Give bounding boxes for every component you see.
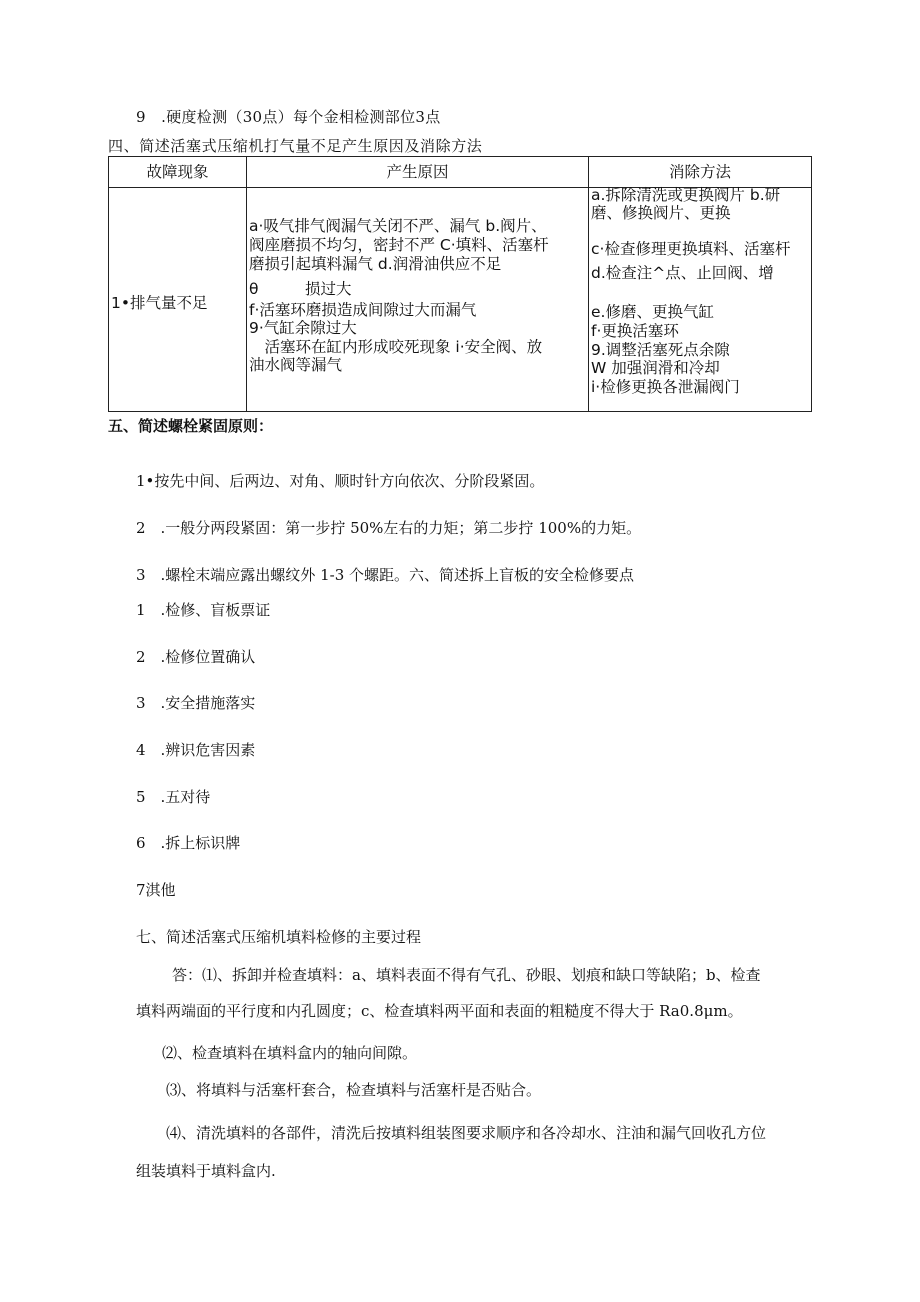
table-row bbox=[109, 188, 812, 412]
list-item: 4 .辨识危害因素 bbox=[136, 741, 256, 759]
section-5-paragraph: 1•按先中间、后两边、对角、顺时针方向依次、分阶段紧固。 bbox=[136, 472, 545, 490]
header-phenomenon: 故障现象 bbox=[109, 157, 247, 188]
section-5-paragraph: 3 .螺栓末端应露出螺纹外 1-3 个螺距。六、简述拆上盲板的安全检修要点 bbox=[136, 566, 635, 584]
section-7-answer: 答：⑴、拆卸并检查填料：a、填料表面不得有气孔、砂眼、划痕和缺口等缺陷；b、检查 bbox=[172, 966, 761, 984]
cause-line: 磨损引起填料漏气 d.润滑油供应不足 bbox=[249, 255, 502, 273]
item-9-hardness: 9 .硬度检测（30点）每个金相检测部位3点 bbox=[136, 108, 441, 126]
header-cause: 产生原因 bbox=[247, 157, 589, 188]
cause-line: 活塞环在缸内形成咬死现象 i·安全阀、放 bbox=[249, 338, 543, 356]
section-5-paragraph: 2 .一般分两段紧固：第一步拧 50%左右的力矩；第二步拧 100%的力矩。 bbox=[136, 519, 642, 537]
remedy-line: 磨、修换阀片、更换 bbox=[591, 204, 731, 222]
section-7-answer: 填料两端面的平行度和内孔圆度；c、检查填料两平面和表面的粗糙度不得大于 Ra0.8μm。 bbox=[136, 1002, 743, 1020]
remedy-line: e.修磨、更换气缸 bbox=[591, 303, 714, 321]
cause-line: 油水阀等漏气 bbox=[249, 356, 343, 374]
cause-line: θ 损过大 bbox=[249, 280, 352, 298]
list-item: 2 .检修位置确认 bbox=[136, 648, 256, 666]
phenomenon-text: 1•排气量不足 bbox=[111, 294, 208, 312]
remedy-line: i·检修更换各泄漏阀门 bbox=[591, 378, 740, 396]
section-4-title: 四、简述活塞式压缩机打气量不足产生原因及消除方法 bbox=[108, 137, 483, 155]
cause-cell bbox=[247, 188, 589, 412]
header-remedy: 消除方法 bbox=[589, 157, 812, 188]
list-item: 7淇他 bbox=[136, 881, 176, 899]
phenomenon-cell bbox=[109, 188, 247, 412]
remedy-line: a.拆除清洗或更换阀片 b.研 bbox=[591, 186, 781, 204]
list-item: 1 .检修、盲板票证 bbox=[136, 601, 271, 619]
list-item: 6 .拆上标识牌 bbox=[136, 834, 241, 852]
table-header-row bbox=[109, 157, 812, 188]
fault-table bbox=[108, 156, 812, 412]
section-7-answer: ⑵、检查填料在填料盒内的轴向间隙。 bbox=[162, 1044, 418, 1062]
cause-line: f·活塞环磨损造成间隙过大而漏气 bbox=[249, 301, 477, 319]
remedy-line: c·检查修理更换填料、活塞杆 bbox=[591, 240, 791, 258]
cause-line: 9·气缸余隙过大 bbox=[249, 319, 357, 337]
section-7-answer: ⑶、将填料与活塞杆套合，检查填料与活塞杆是否贴合。 bbox=[166, 1081, 542, 1099]
list-item: 5 .五对待 bbox=[136, 788, 211, 806]
remedy-cell bbox=[589, 188, 812, 412]
remedy-line: W 加强润滑和冷却 bbox=[591, 359, 720, 377]
list-item: 3 .安全措施落实 bbox=[136, 694, 256, 712]
remedy-line: 9.调整活塞死点余隙 bbox=[591, 341, 730, 359]
section-7-answer: 组装填料于填料盒内. bbox=[136, 1162, 276, 1180]
section-5-title: 五、简述螺栓紧固原则： bbox=[108, 417, 274, 435]
remedy-line: f·更换活塞环 bbox=[591, 322, 679, 340]
cause-line: 阀座磨损不均匀，密封不严 C·填料、活塞杆 bbox=[249, 236, 549, 254]
cause-line: a·吸气排气阀漏气关闭不严、漏气 b.阀片、 bbox=[249, 217, 547, 235]
remedy-line: d.检查注^点、止回阀、增 bbox=[591, 264, 774, 282]
section-7-title: 七、简述活塞式压缩机填料检修的主要过程 bbox=[136, 928, 422, 946]
section-7-answer: ⑷、清洗填料的各部件，清洗后按填料组装图要求顺序和各冷却水、注油和漏气回收孔方位 bbox=[166, 1124, 767, 1142]
